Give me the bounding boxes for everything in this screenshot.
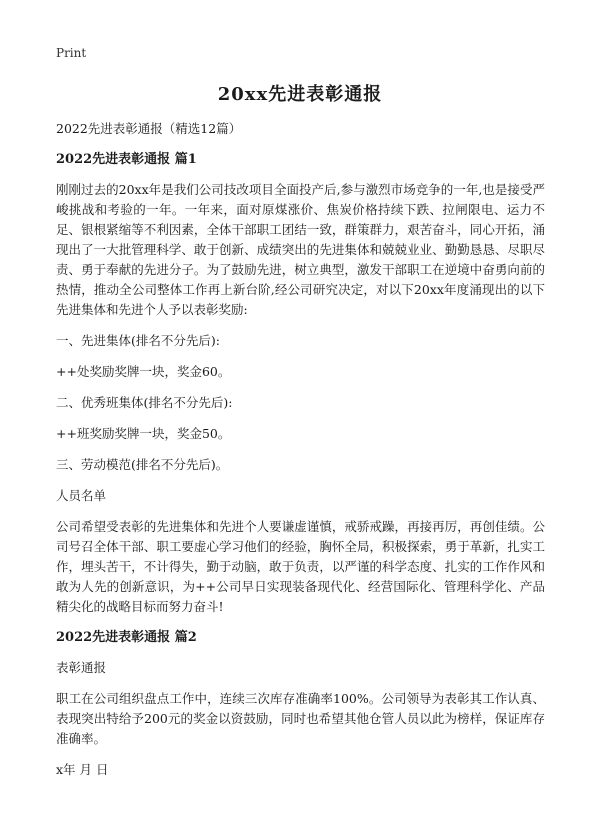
paragraph-name-list-label: 人员名单 (56, 488, 107, 503)
paragraph-intro: 刚刚过去的20xx年是我们公司技改项目全面投产后,参与激烈市场竞争的一年,也是接受严峻挑战和考验的一年。一年来，面对原煤涨价、焦炭价格持续下跌、拉闸限电、运力不足、银根紧缩等不利因素，全体干部职工团结一致，群策群力，艰苦奋斗，同心开拓，涌现出了一大批管理科学、敢于创新、成绩突出的先进集体和兢兢业业、勤勤恳恳、尽职尽责、勇于奉献的先进分子。为了鼓励先进，树立典型，激发干部职工在逆境中奋勇向前的热情，推动全公司整体工作再上新台阶,经公司研究决定，对以下20xx年度涌现出的以下先进集体和先进个人予以表彰奖励: (56, 182, 545, 317)
paragraph-body: 职工在公司组织盘点工作中，连续三次库存准确率100%。公司领导为表彰其工作认真、表现突出特给予200元的奖金以资鼓励，同时也希望其他仓管人员以此为榜样，保证库存准确率。 (56, 691, 545, 746)
paragraph-item-detail: ++处奖励奖牌一块，奖金60。 (56, 364, 231, 379)
document-title: 20xx先进表彰通报 (217, 84, 383, 105)
paragraph-label: 表彰通报 (56, 660, 107, 675)
section-heading: 2022先进表彰通报 篇2 (56, 630, 197, 645)
print-link[interactable]: Print (56, 46, 87, 60)
paragraph-item-heading: 一、先进集体(排名不分先后): (56, 333, 220, 348)
paragraph-item-heading: 三、劳动模范(排名不分先后)。 (56, 457, 229, 472)
document-subtitle: 2022先进表彰通报（精选12篇） (56, 121, 242, 136)
paragraph-item-detail: ++班奖励奖牌一块，奖金50。 (56, 426, 231, 441)
paragraph-date: x年 月 日 (56, 762, 109, 777)
paragraph-closing: 公司希望受表彰的先进集体和先进个人要谦虚谨慎，戒骄戒躁，再接再厉，再创佳绩。公司号召全体干部、职工要虚心学习他们的经验，胸怀全局，积极探索，勇于革新，扎实工作，埋头苦干，不计得失，勤于动脑，敢于负责，以严谨的科学态度、扎实的工作作风和敢为人先的创新意识，为++公司早日实现装备现代化、经营国际化、管理科学化、产品精尖化的战略目标而努力奋斗! (56, 519, 545, 614)
document-body (56, 119, 545, 791)
section-heading: 2022先进表彰通报 篇1 (56, 152, 197, 167)
paragraph-item-heading: 二、优秀班集体(排名不分先后): (56, 395, 233, 410)
